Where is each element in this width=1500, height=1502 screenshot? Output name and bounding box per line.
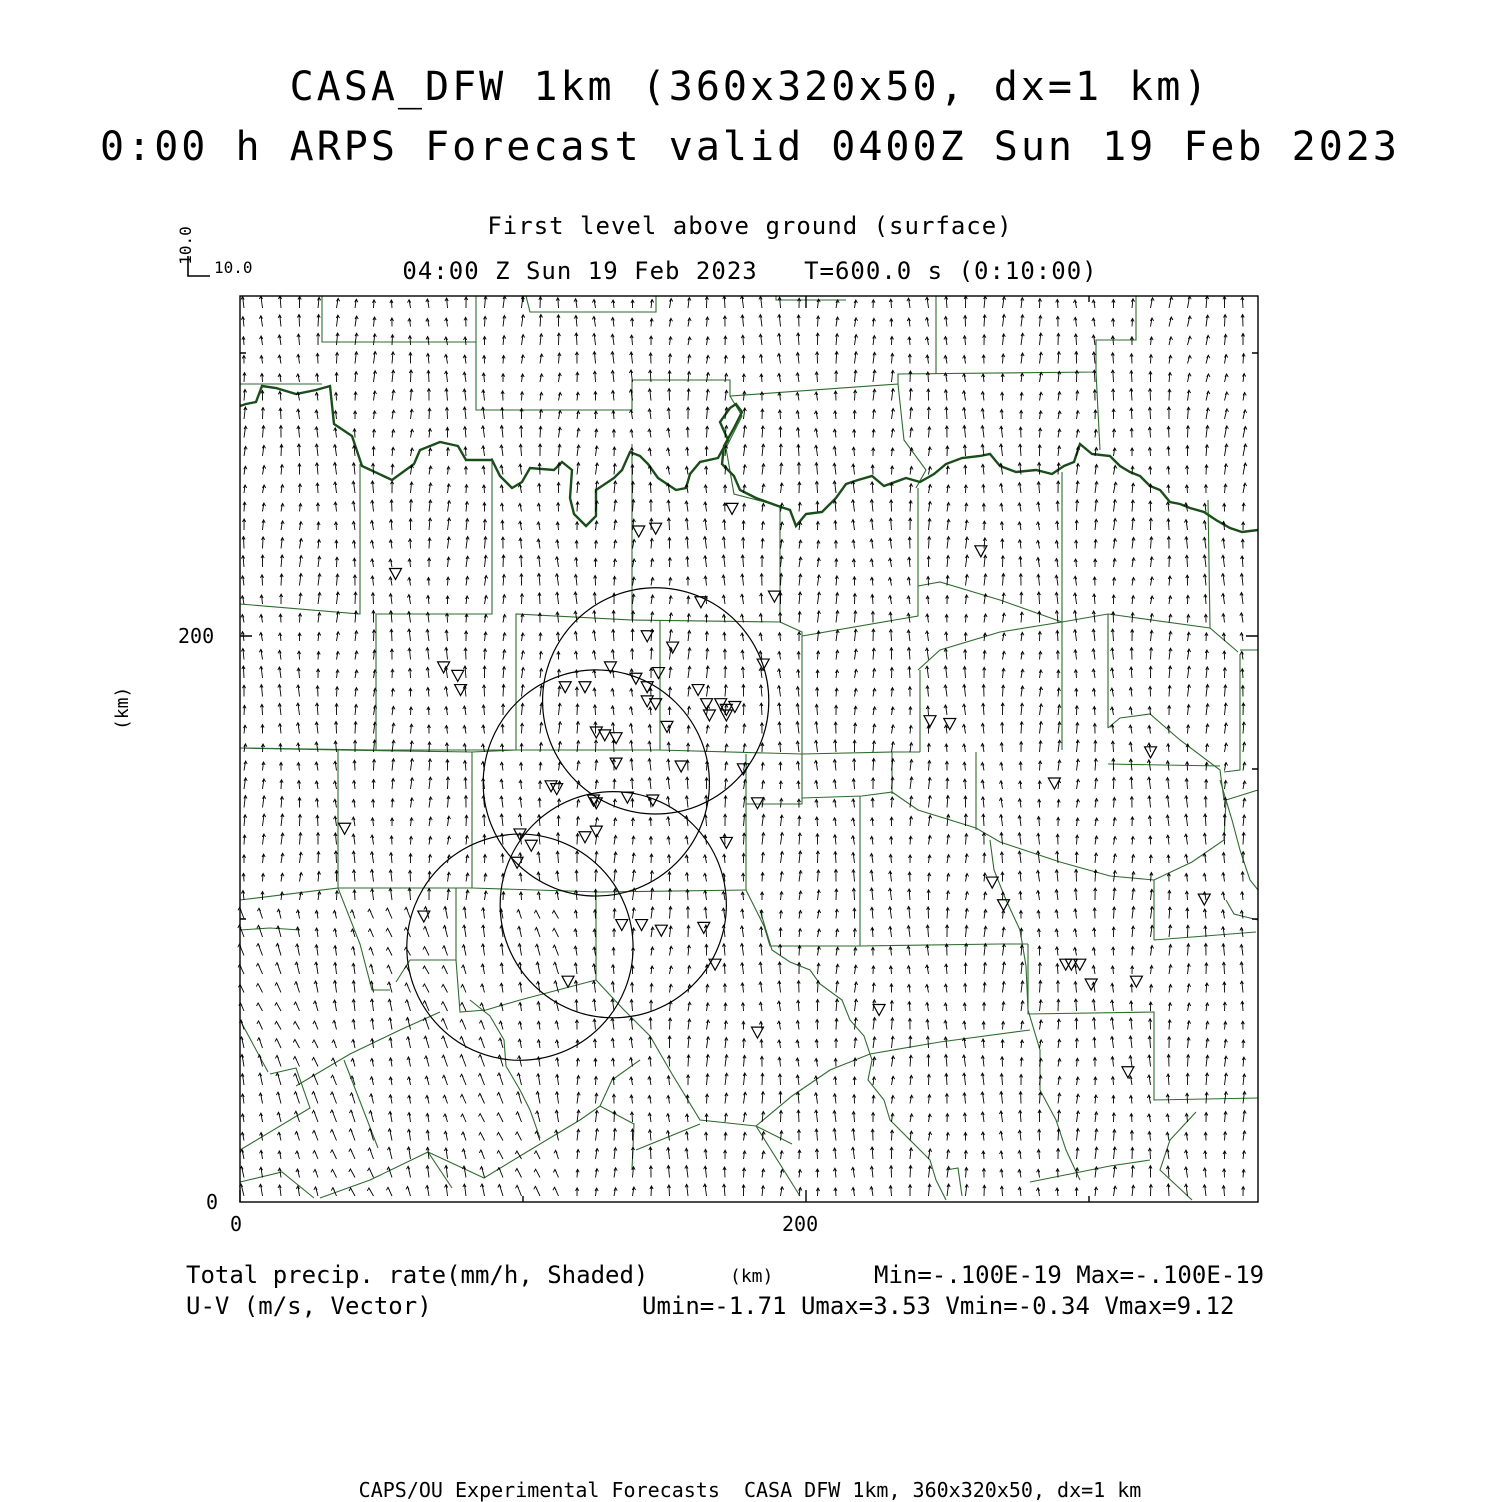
station-marker bbox=[621, 792, 633, 803]
x-tick-200: 200 bbox=[782, 1212, 819, 1236]
station-marker bbox=[545, 781, 557, 792]
station-marker bbox=[599, 730, 611, 741]
station-marker bbox=[610, 758, 622, 769]
station-marker bbox=[339, 823, 351, 834]
state-boundary-red-river bbox=[240, 386, 1258, 532]
station-marker bbox=[559, 682, 571, 693]
station-marker bbox=[641, 682, 653, 693]
station-marker bbox=[525, 840, 537, 851]
station-marker bbox=[986, 877, 998, 888]
station-markers bbox=[339, 503, 1211, 1077]
station-marker bbox=[998, 900, 1010, 911]
station-marker bbox=[873, 1004, 885, 1015]
station-marker bbox=[653, 668, 665, 679]
station-marker bbox=[616, 920, 628, 931]
station-marker bbox=[675, 761, 687, 772]
y-tick-200: 200 bbox=[178, 624, 215, 648]
title-line-1: CASA_DFW 1km (360x320x50, dx=1 km) bbox=[289, 64, 1211, 110]
station-marker bbox=[655, 925, 667, 936]
station-marker bbox=[695, 597, 707, 608]
reference-vector bbox=[188, 256, 210, 276]
reference-vector-u-label: 10.0 bbox=[214, 258, 253, 277]
station-marker bbox=[562, 976, 574, 987]
station-marker bbox=[1085, 979, 1097, 990]
legend-vectors: U-V (m/s, Vector) bbox=[186, 1292, 432, 1320]
station-marker bbox=[452, 670, 464, 681]
x-axis-label: (km) bbox=[730, 1266, 774, 1287]
station-marker bbox=[924, 716, 936, 727]
station-marker bbox=[692, 685, 704, 696]
x-tick-0: 0 bbox=[230, 1212, 243, 1236]
station-marker bbox=[720, 837, 732, 848]
station-marker bbox=[667, 642, 679, 653]
station-marker bbox=[1122, 1067, 1134, 1078]
title-line-2: 0:00 h ARPS Forecast valid 0400Z Sun 19 Feb 2023 bbox=[100, 124, 1400, 170]
legend-uv-stats: Umin=-1.71 Umax=3.53 Vmin=-0.34 Vmax=9.12 bbox=[642, 1292, 1235, 1320]
station-marker bbox=[1145, 747, 1157, 758]
reference-vector-v-label: 10.0 bbox=[175, 226, 195, 265]
station-marker bbox=[768, 591, 780, 602]
station-marker bbox=[636, 920, 648, 931]
station-marker bbox=[579, 832, 591, 843]
station-marker bbox=[703, 710, 715, 721]
wind-vectors bbox=[238, 296, 1247, 1196]
station-marker bbox=[944, 719, 956, 730]
y-axis-label: (km) bbox=[112, 686, 133, 730]
subtitle-time: 04:00 Z Sun 19 Feb 2023 T=600.0 s (0:10:00) bbox=[402, 257, 1098, 285]
footer-credit: CAPS/OU Experimental Forecasts CASA DFW 1km, 360x320x50, dx=1 km bbox=[358, 1478, 1142, 1502]
wind-vector-field bbox=[238, 296, 1247, 1196]
station-marker bbox=[438, 662, 450, 673]
legend-minmax: Min=-.100E-19 Max=-.100E-19 bbox=[874, 1261, 1265, 1289]
station-marker bbox=[661, 721, 673, 732]
station-marker bbox=[698, 922, 710, 933]
river-boundaries bbox=[470, 780, 1258, 1200]
legend-precip: Total precip. rate(mm/h, Shaded) bbox=[186, 1261, 649, 1289]
subtitle-level: First level above ground (surface) bbox=[487, 212, 1013, 240]
station-marker bbox=[726, 503, 738, 514]
station-marker bbox=[579, 682, 591, 693]
station-marker bbox=[1198, 894, 1210, 905]
radar-range-rings bbox=[407, 588, 769, 1061]
y-tick-0: 0 bbox=[206, 1190, 219, 1214]
station-marker bbox=[633, 526, 645, 537]
